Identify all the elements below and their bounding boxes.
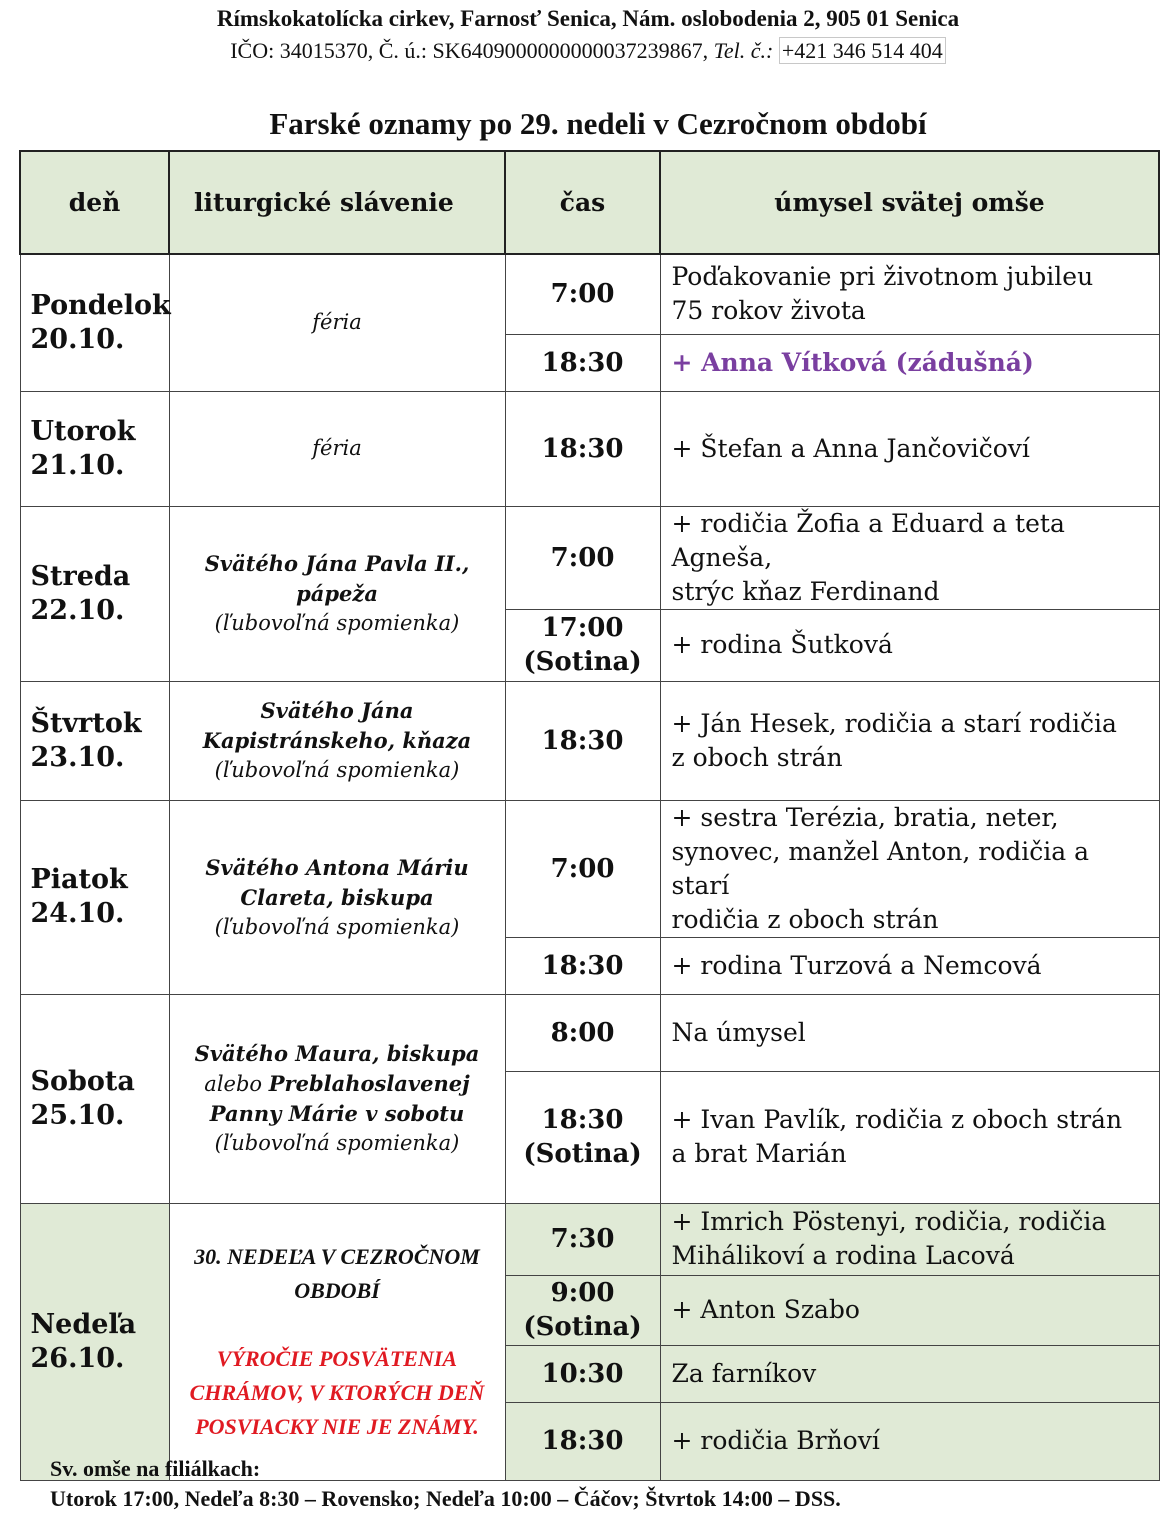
sunday-liturgy-cell: 30. NEDEĽA V CEZROČNOM OBDOBÍ VÝROČIE POSVÄTENIA CHRÁMOV, V KTORÝCH DEŇ POSVIACKY NIE JE ZNÁMY. — [169, 1203, 505, 1480]
intention-cell: + Štefan a Anna Jančovičoví — [660, 391, 1159, 506]
time-cell: 18:30 — [505, 1402, 660, 1480]
intention-cell: + rodičia Brňoví — [660, 1402, 1159, 1480]
time-cell: 7:00 — [505, 800, 660, 937]
intention-cell: Za farníkov — [660, 1345, 1159, 1402]
tel-label: Tel. č.: — [713, 38, 774, 63]
time-cell: 18:30 — [505, 937, 660, 994]
table-row — [20, 1203, 1159, 1275]
column-header-intention: úmysel svätej omše — [660, 151, 1159, 254]
parish-ids: IČO: 34015370, Č. ú.: SK6409000000000037239867, — [230, 38, 714, 63]
table-row — [20, 506, 1159, 609]
day-cell: Pondelok 20.10. — [20, 254, 169, 391]
day-cell: Piatok 24.10. — [20, 800, 169, 994]
day-cell: Štvrtok 23.10. — [20, 681, 169, 800]
time-cell: 7:00 — [505, 254, 660, 334]
liturgy-cell: Svätého Antona Máriu Clareta, biskupa (ľubovoľná spomienka) — [169, 800, 505, 994]
table-header-row — [20, 151, 1159, 254]
column-header-day: deň — [20, 151, 169, 254]
intention-cell: + Ivan Pavlík, rodičia z oboch strán a brat Marián — [660, 1071, 1159, 1203]
time-cell: 7:00 — [505, 506, 660, 609]
column-header-liturgy: liturgické slávenie — [169, 151, 505, 254]
intention-cell: + rodina Šutková — [660, 609, 1159, 681]
schedule-table — [19, 150, 1160, 1481]
table-row — [20, 254, 1159, 334]
day-cell: Utorok 21.10. — [20, 391, 169, 506]
parish-header-line1: Rímskokatolícka cirkev, Farnosť Senica, Nám. oslobodenia 2, 905 01 Senica — [216, 6, 960, 31]
time-cell: 18:30 — [505, 391, 660, 506]
time-cell: 10:30 — [505, 1345, 660, 1402]
table-row — [20, 994, 1159, 1071]
day-cell: Sobota 25.10. — [20, 994, 169, 1203]
time-cell: 7:30 — [505, 1203, 660, 1275]
intention-cell: + sestra Terézia, bratia, neter, synovec, manžel Anton, rodičia a starí rodičia z oboch strán — [660, 800, 1159, 937]
day-cell: Streda 22.10. — [20, 506, 169, 681]
intention-cell: + Anton Szabo — [660, 1275, 1159, 1345]
liturgy-cell: Svätého Maura, biskupa alebo Preblahoslavenej Panny Márie v sobotu (ľubovoľná spomienka) — [169, 994, 505, 1203]
time-cell: 18:30 — [505, 334, 660, 391]
footer-text: Utorok 17:00, Nedeľa 8:30 – Rovensko; Nedeľa 10:00 – Čáčov; Štvrtok 14:00 – DSS. — [50, 1486, 841, 1511]
time-cell: 18:30 — [505, 681, 660, 800]
intention-cell: + rodičia Žofia a Eduard a teta Agneša, strýc kňaz Ferdinand — [660, 506, 1159, 609]
liturgy-cell: Svätého Jána Kapistránskeho, kňaza (ľubovoľná spomienka) — [169, 681, 505, 800]
intention-cell: + rodina Turzová a Nemcová — [660, 937, 1159, 994]
time-cell: 17:00 (Sotina) — [505, 609, 660, 681]
intention-cell: + Imrich Pöstenyi, rodičia, rodičia Mihálikoví a rodina Lacová — [660, 1203, 1159, 1275]
liturgy-cell: Svätého Jána Pavla II., pápeža (ľubovoľná spomienka) — [169, 506, 505, 681]
intention-cell: + Ján Hesek, rodičia a starí rodičia z oboch strán — [660, 681, 1159, 800]
liturgy-cell: féria — [169, 254, 505, 391]
column-header-time: čas — [505, 151, 660, 254]
phone-number[interactable]: +421 346 514 404 — [779, 37, 946, 64]
intention-cell: Poďakovanie pri životnom jubileu 75 rokov života — [660, 254, 1159, 334]
footer-label: Sv. omše na filiálkach: — [50, 1456, 261, 1481]
intention-cell: Na úmysel — [660, 994, 1159, 1071]
liturgy-cell: féria — [169, 391, 505, 506]
page-title: Farské oznamy po 29. nedeli v Cezročnom období — [269, 106, 927, 141]
time-cell: 8:00 — [505, 994, 660, 1071]
intention-cell: + Anna Vítková (zádušná) — [660, 334, 1159, 391]
time-cell: 9:00 (Sotina) — [505, 1275, 660, 1345]
parish-header-line2 — [0, 38, 1176, 64]
table-row — [20, 681, 1159, 800]
time-cell: 18:30 (Sotina) — [505, 1071, 660, 1203]
day-cell: Nedeľa 26.10. — [20, 1203, 169, 1480]
table-row — [20, 800, 1159, 937]
table-row — [20, 391, 1159, 506]
